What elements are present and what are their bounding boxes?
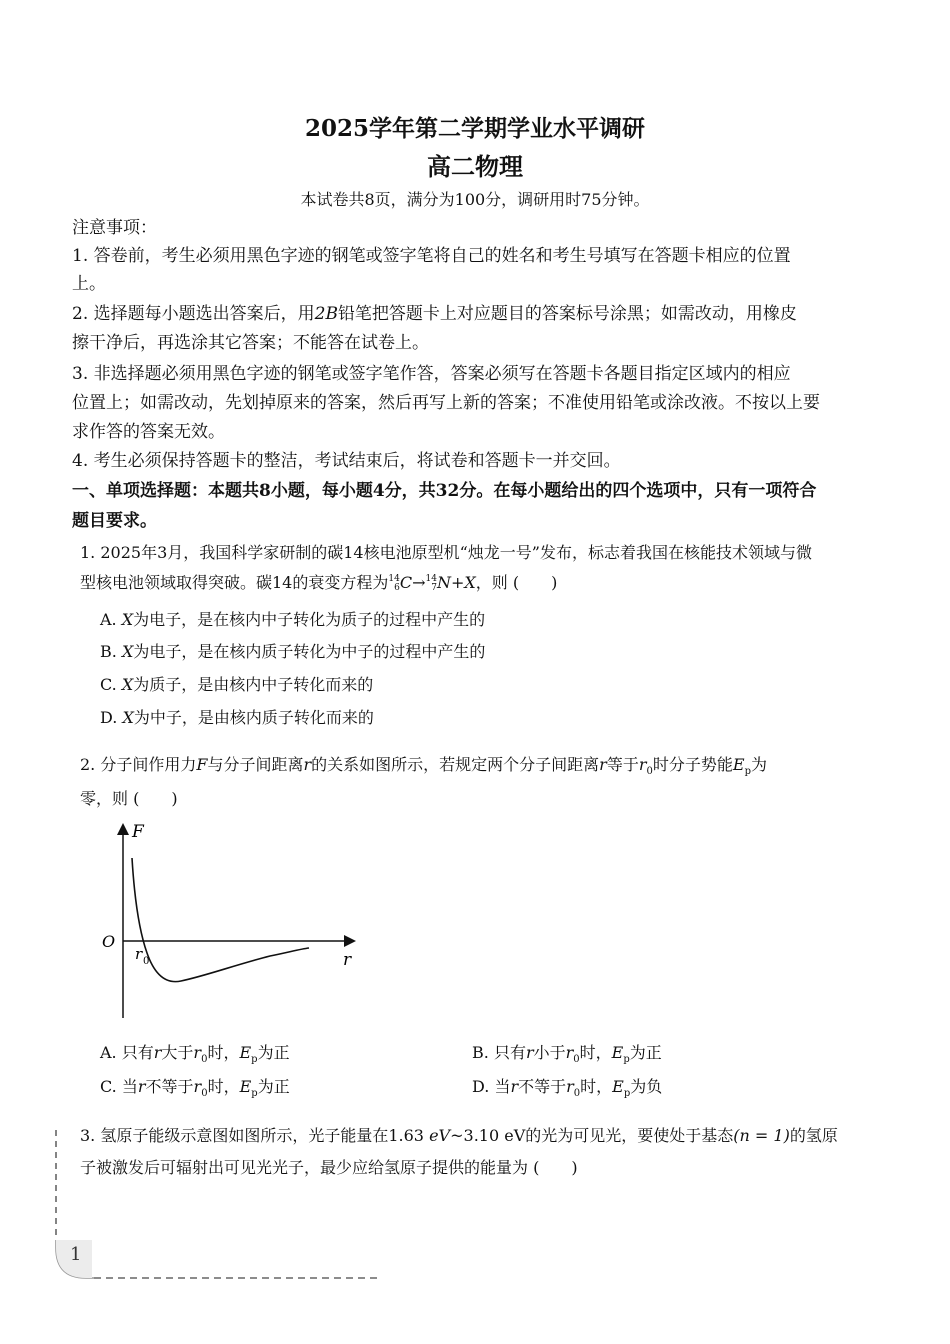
question-3-line-1: 3. 氢原子能级示意图如图所示，光子能量在1.63 eV~3.10 eV的光为可见光，要使处于基态(n = 1)的氢原 [80, 1126, 838, 1145]
r0-subscript: 0 [143, 956, 150, 967]
page-number: 1 [70, 1244, 82, 1265]
section-heading-cont: 题目要求。 [72, 511, 157, 531]
question-2-option-c: C. 当r不等于$r_0$时，$E_p$为正 [100, 1077, 290, 1100]
exam-subject: 高二物理 [427, 152, 523, 181]
question-1-option-a: A. X为电子，是在核内中子转化为质子的过程中产生的 [100, 610, 486, 629]
question-2-option-a: A. 只有r大于$r_0$时，$E_p$为正 [100, 1043, 290, 1066]
notice-item-3-cont: 位置上；如需改动，先划掉原来的答案，然后再写上新的答案；不准使用铅笔或涂改液。不按以上要 [72, 393, 820, 413]
notice-item-4: 4. 考生必须保持答题卡的整洁，考试结束后，将试卷和答题卡一并交回。 [72, 451, 621, 471]
y-axis-label: F [132, 822, 144, 842]
force-curve [132, 858, 309, 982]
force-distance-graph [95, 818, 365, 1023]
question-1-line-2: 型核电池领域取得突破。碳14的衰变方程为14 6C→14 7N+X，则 ( ) [80, 573, 558, 593]
question-1-option-c: C. X为质子，是由核内中子转化而来的 [100, 675, 374, 694]
question-1-line-1: 1. 2025年3月，我国科学家研制的碳14核电池原型机“烛龙一号”发布，标志着我国在核能技术领域与微 [80, 543, 812, 562]
question-2-line-2: 零，则 ( ) [80, 789, 178, 808]
question-1-option-d: D. X为中子，是由核内质子转化而来的 [100, 708, 374, 727]
x-axis-label: r [343, 950, 352, 970]
notice-item-2-cont: 擦干净后，再选涂其它答案；不能答在试卷上。 [72, 333, 429, 353]
exam-title: 2025学年第二学期学业水平调研 [304, 115, 645, 142]
page-corner-frame [54, 1130, 384, 1282]
question-2-option-b: B. 只有r小于$r_0$时，$E_p$为正 [472, 1043, 662, 1066]
notice-item-3: 3. 非选择题必须用黑色字迹的钢笔或签字笔作答，答案必须写在答题卡各题目指定区域内的相应 [72, 364, 791, 384]
question-2-line-1: 2. 分子间作用力F与分子间距离r的关系如图所示，若规定两个分子间距离r等于$r_0$时分子势能$E_p$为 [80, 755, 767, 778]
r0-label: r [135, 945, 143, 963]
notice-item-1-cont: 上。 [72, 274, 106, 294]
origin-label: O [102, 932, 116, 951]
exam-info: 本试卷共8页，满分为100分，调研用时75分钟。 [300, 190, 650, 209]
question-1-option-b: B. X为电子，是在核内质子转化为中子的过程中产生的 [100, 642, 486, 661]
section-heading: 一、单项选择题：本题共8小题，每小题4分，共32分。在每小题给出的四个选项中，只有一项符合 [72, 481, 817, 501]
notice-item-2: 2. 选择题每小题选出答案后，用2B铅笔把答题卡上对应题目的答案标号涂黑；如需改动，用橡皮 [72, 304, 797, 324]
question-2-option-d: D. 当r不等于$r_0$时，$E_p$为负 [472, 1077, 663, 1100]
question-3-line-2: 子被激发后可辐射出可见光光子，最少应给氢原子提供的能量为 ( ) [80, 1158, 578, 1177]
notice-heading: 注意事项： [72, 218, 157, 238]
notice-item-3-cont2: 求作答的答案无效。 [72, 422, 225, 442]
notice-item-1: 1. 答卷前，考生必须用黑色字迹的钢笔或签字笔将自己的姓名和考生号填写在答题卡相应的位置 [72, 246, 791, 266]
